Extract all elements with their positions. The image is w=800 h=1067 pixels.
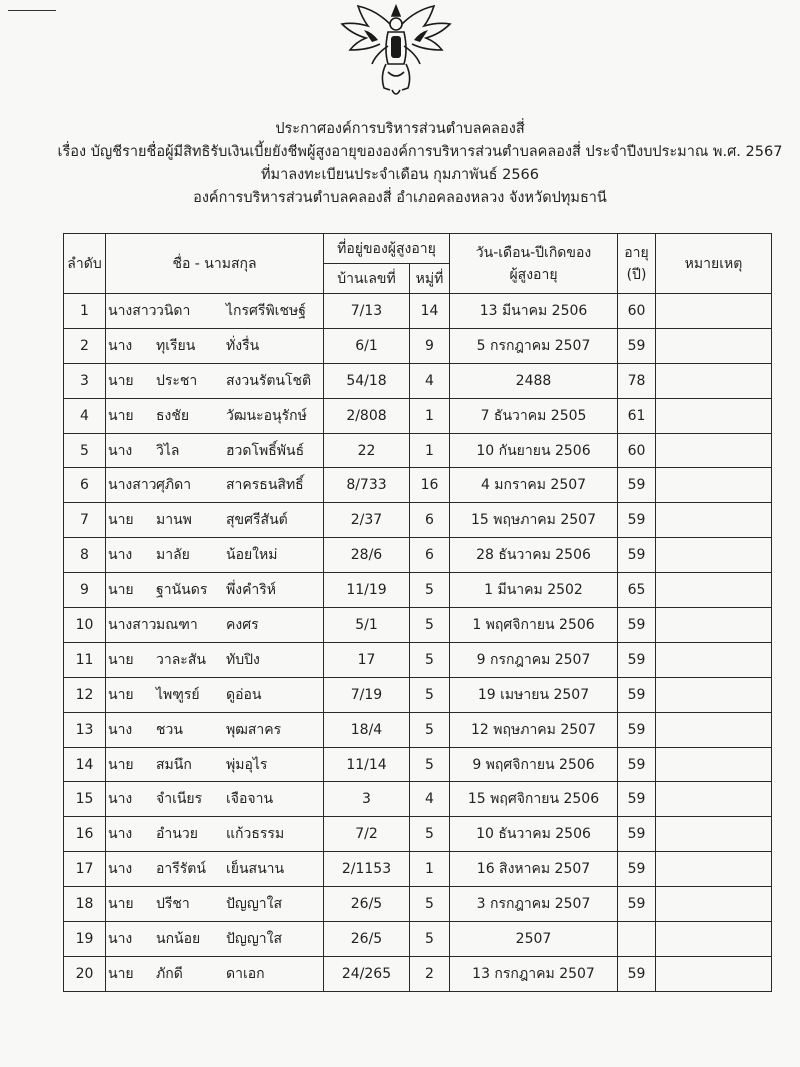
first-name: ศุภิดา [156,477,192,494]
row-number: 17 [64,852,106,887]
first-name: วิไล [156,442,180,459]
house-number: 18/4 [324,712,410,747]
last-name: เย็นสนาน [226,861,285,878]
remark [656,956,772,991]
row-number: 4 [64,398,106,433]
moo-number: 5 [410,573,450,608]
header-age [618,234,656,294]
remark [656,398,772,433]
person-name [106,433,324,468]
name-title: นาย [108,651,134,668]
house-number: 7/2 [324,817,410,852]
name-title: นาง [108,442,133,459]
name-title: นาย [108,756,134,773]
person-name [106,712,324,747]
table-row [64,294,772,329]
last-name: คงศร [226,616,259,633]
remark [656,573,772,608]
person-name [106,922,324,957]
table-row [64,712,772,747]
house-number: 3 [324,782,410,817]
first-name: จำเนียร [156,791,203,808]
last-name: เจือจาน [226,791,274,808]
remark [656,503,772,538]
name-title: นาง [108,337,133,354]
house-number: 7/13 [324,294,410,329]
remark [656,677,772,712]
last-name: สุขศรีสันต์ [226,512,288,529]
row-number: 6 [64,468,106,503]
first-name: นกน้อย [156,930,201,947]
age: 59 [618,328,656,363]
table-row [64,747,772,782]
age [618,922,656,957]
header-address: ที่อยู่ของผู้สูงอายุ [324,234,450,264]
age: 59 [618,642,656,677]
first-name: อารีรัตน์ [156,861,206,878]
last-name: ดูอ่อน [226,686,262,703]
name-title: นาง [108,547,133,564]
age: 78 [618,363,656,398]
name-title: นางสาว [108,616,157,633]
age: 61 [618,398,656,433]
house-number: 11/19 [324,573,410,608]
table-row [64,433,772,468]
remark [656,852,772,887]
last-name: ดาเอก [226,965,265,982]
last-name: ทับปิง [226,651,260,668]
house-number: 11/14 [324,747,410,782]
header-moo: หมู่ที่ [410,264,450,294]
first-name: มาลัย [156,547,190,564]
row-number: 15 [64,782,106,817]
age: 59 [618,817,656,852]
row-number: 12 [64,677,106,712]
first-name: ชวน [156,721,183,738]
table-row [64,468,772,503]
date-of-birth: 10 กันยายน 2506 [450,433,618,468]
moo-number: 5 [410,642,450,677]
age: 59 [618,887,656,922]
age: 59 [618,538,656,573]
person-name [106,642,324,677]
moo-number: 14 [410,294,450,329]
corner-mark [8,10,56,11]
first-name: ภักดี [156,965,183,982]
first-name: วาละสัน [156,651,206,668]
date-of-birth: 4 มกราคม 2507 [450,468,618,503]
person-name [106,503,324,538]
header-no: ลำดับ [64,234,106,294]
row-number: 8 [64,538,106,573]
moo-number: 6 [410,503,450,538]
date-of-birth: 3 กรกฎาคม 2507 [450,887,618,922]
date-of-birth: 15 พฤศจิกายน 2506 [450,782,618,817]
moo-number: 5 [410,887,450,922]
remark [656,294,772,329]
age: 65 [618,573,656,608]
subject-line: เรื่อง บัญชีรายชื่อผู้มีสิทธิรับเงินเบี้ยยังชีพผู้สูงอายุขององค์การบริหารส่วนตำบลคลองสี่ ประจำปีงบประมาณ พ.ศ. 2567 [57,144,783,160]
house-number: 8/733 [324,468,410,503]
date-of-birth: 7 ธันวาคม 2505 [450,398,618,433]
person-name [106,817,324,852]
date-of-birth: 19 เมษายน 2507 [450,677,618,712]
remark [656,433,772,468]
last-name: พุฒสาคร [226,721,282,738]
date-of-birth: 1 มีนาคม 2502 [450,573,618,608]
table-row [64,782,772,817]
last-name: ทั่งรื่น [226,337,260,354]
table-row [64,956,772,991]
header-house-no: บ้านเลขที่ [324,264,410,294]
table-row [64,642,772,677]
age: 60 [618,294,656,329]
date-of-birth: 1 พฤศจิกายน 2506 [450,608,618,643]
name-title: นาย [108,896,134,913]
header-remark: หมายเหตุ [656,234,772,294]
table-row [64,817,772,852]
moo-number: 9 [410,328,450,363]
announcement-title: ประกาศองค์การบริหารส่วนตำบลคลองสี่ [275,121,525,137]
row-number: 7 [64,503,106,538]
age: 59 [618,608,656,643]
person-name [106,887,324,922]
person-name [106,677,324,712]
house-number: 28/6 [324,538,410,573]
last-name: วัฒนะอนุรักษ์ [226,407,307,424]
house-number: 5/1 [324,608,410,643]
table-row [64,608,772,643]
first-name: อำนวย [156,826,198,843]
last-name: พึ่งคำริห์ [226,582,277,599]
table-row [64,573,772,608]
moo-number: 5 [410,817,450,852]
date-of-birth: 5 กรกฎาคม 2507 [450,328,618,363]
age: 60 [618,433,656,468]
name-title: นาย [108,372,134,389]
person-name [106,468,324,503]
row-number: 2 [64,328,106,363]
row-number: 19 [64,922,106,957]
age: 59 [618,677,656,712]
name-title: นาย [108,582,134,599]
first-name: ประชา [156,372,198,389]
date-of-birth: 12 พฤษภาคม 2507 [450,712,618,747]
moo-number: 5 [410,608,450,643]
name-title: นาย [108,965,134,982]
remark [656,712,772,747]
header-name: ชื่อ - นามสกุล [106,234,324,294]
last-name: แก้วธรรม [226,826,285,843]
house-number: 22 [324,433,410,468]
first-name: ธงชัย [156,407,190,424]
date-of-birth: 13 กรกฎาคม 2507 [450,956,618,991]
remark [656,468,772,503]
registration-month: ที่มาลงทะเบียนประจำเดือน กุมภาพันธ์ 2566 [260,167,540,183]
elderly-allowance-table [63,233,772,992]
date-of-birth: 13 มีนาคม 2506 [450,294,618,329]
date-of-birth: 28 ธันวาคม 2506 [450,538,618,573]
last-name: สาครธนสิทธิ์ [226,477,304,494]
last-name: ปัญญาใส [226,896,282,913]
name-title: นาง [108,791,133,808]
house-number: 2/1153 [324,852,410,887]
age: 59 [618,956,656,991]
table-row [64,363,772,398]
house-number: 24/265 [324,956,410,991]
name-title: นาง [108,861,133,878]
moo-number: 16 [410,468,450,503]
name-title: นาง [108,930,133,947]
header-age-line2: (ปี) [626,266,647,283]
house-number: 54/18 [324,363,410,398]
table-row [64,328,772,363]
house-number: 2/808 [324,398,410,433]
table-row [64,538,772,573]
house-number: 26/5 [324,922,410,957]
remark [656,608,772,643]
remark [656,328,772,363]
last-name: ปัญญาใส [226,930,282,947]
name-title: นาย [108,686,134,703]
remark [656,747,772,782]
age: 59 [618,712,656,747]
remark [656,782,772,817]
first-name: มานพ [156,512,192,529]
house-number: 26/5 [324,887,410,922]
table-body [64,294,772,992]
person-name [106,398,324,433]
row-number: 14 [64,747,106,782]
person-name [106,328,324,363]
first-name: สมนึก [156,756,192,773]
date-of-birth: 9 กรกฎาคม 2507 [450,642,618,677]
row-number: 5 [64,433,106,468]
table-row [64,398,772,433]
date-of-birth: 9 พฤศจิกายน 2506 [450,747,618,782]
row-number: 3 [64,363,106,398]
remark [656,887,772,922]
age: 59 [618,747,656,782]
table-row [64,852,772,887]
first-name: ปรีชา [156,896,190,913]
house-number: 17 [324,642,410,677]
first-name: มณฑา [156,616,198,633]
row-number: 18 [64,887,106,922]
person-name [106,608,324,643]
table-row [64,503,772,538]
moo-number: 5 [410,922,450,957]
name-title: นางสาว [108,477,157,494]
date-of-birth: 16 สิงหาคม 2507 [450,852,618,887]
garuda-emblem [328,0,464,100]
row-number: 1 [64,294,106,329]
moo-number: 4 [410,363,450,398]
header-age-line1: อายุ [624,244,649,261]
name-title: นาง [108,826,133,843]
moo-number: 5 [410,747,450,782]
age: 59 [618,503,656,538]
person-name [106,573,324,608]
house-number: 6/1 [324,328,410,363]
row-number: 10 [64,608,106,643]
table-row [64,922,772,957]
person-name [106,782,324,817]
moo-number: 1 [410,398,450,433]
person-name [106,956,324,991]
document-header [0,118,800,210]
last-name: ฮวดโพธิ์พันธ์ [226,442,305,459]
remark [656,363,772,398]
last-name: ไกรศรีพิเชษฐ์ [226,302,306,319]
date-of-birth: 2507 [450,922,618,957]
moo-number: 1 [410,433,450,468]
moo-number: 5 [410,712,450,747]
header-dob-line2: ผู้สูงอายุ [509,266,558,283]
person-name [106,294,324,329]
date-of-birth: 15 พฤษภาคม 2507 [450,503,618,538]
header-dob [450,234,618,294]
house-number: 2/37 [324,503,410,538]
remark [656,538,772,573]
row-number: 20 [64,956,106,991]
row-number: 9 [64,573,106,608]
remark [656,642,772,677]
moo-number: 4 [410,782,450,817]
name-title: นาย [108,512,134,529]
row-number: 11 [64,642,106,677]
name-title: นาย [108,407,134,424]
date-of-birth: 2488 [450,363,618,398]
first-name: ไพฑูรย์ [156,686,200,703]
first-name: ฐานันดร [156,582,208,599]
age: 59 [618,852,656,887]
house-number: 7/19 [324,677,410,712]
moo-number: 6 [410,538,450,573]
moo-number: 5 [410,677,450,712]
table-row [64,677,772,712]
last-name: พุ่มอุไร [226,756,268,773]
moo-number: 2 [410,956,450,991]
last-name: น้อยใหม่ [226,547,278,564]
age: 59 [618,782,656,817]
header-dob-line1: วัน-เดือน-ปีเกิดของ [475,244,592,261]
date-of-birth: 10 ธันวาคม 2506 [450,817,618,852]
remark [656,922,772,957]
organization-location: องค์การบริหารส่วนตำบลคลองสี่ อำเภอคลองหลวง จังหวัดปทุมธานี [193,190,607,206]
row-number: 16 [64,817,106,852]
person-name [106,538,324,573]
person-name [106,363,324,398]
name-title: นาง [108,721,133,738]
row-number: 13 [64,712,106,747]
moo-number: 1 [410,852,450,887]
age: 59 [618,468,656,503]
person-name [106,747,324,782]
name-title: นางสาว [108,302,157,319]
first-name: ทุเรียน [156,337,196,354]
last-name: สงวนรัตนโชติ [226,372,312,389]
first-name: วนิดา [156,302,191,319]
remark [656,817,772,852]
person-name [106,852,324,887]
table-row [64,887,772,922]
